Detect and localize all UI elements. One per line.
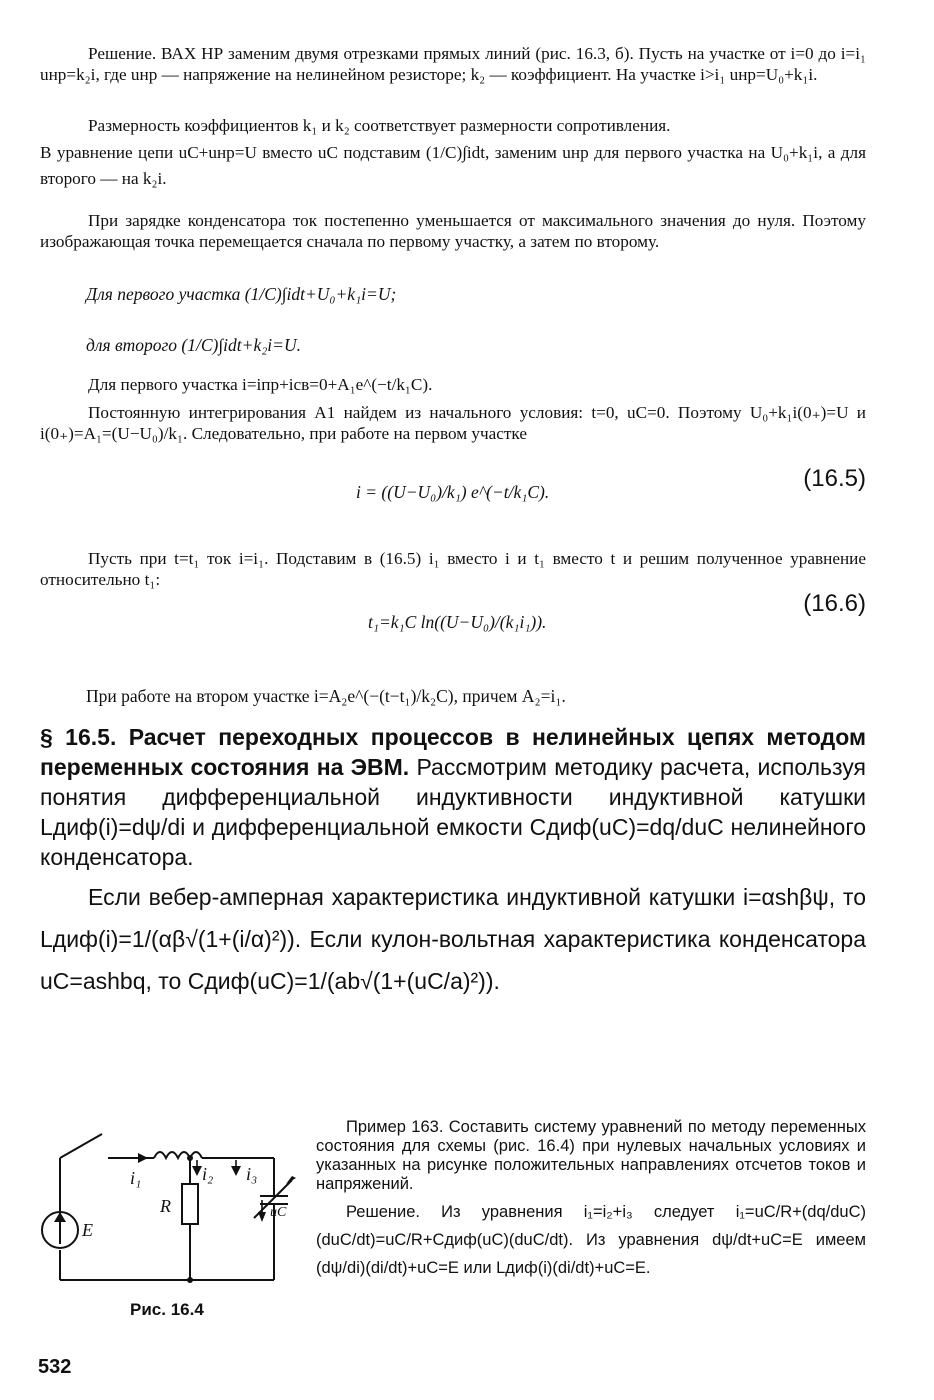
formula-second-segment-current: При работе на втором участке i=A₂e^(−(t−t₁)/k₂C), причем A₂=i₁.	[86, 686, 566, 706]
section-paragraph-characteristics: Если вебер-амперная характеристика индуктивной катушки i=αshβψ, то Lдиф(i)=1/(αβ√(1+(i/α)²)). Если кулон-вольтная характеристика конденсатора uC=ashbq, то Cдиф(uC)=1/(ab√(1+(uC/a)²)).	[40, 884, 866, 994]
equation-number-16-6: (16.6)	[803, 590, 866, 617]
figure-caption: Рис. 16.4	[130, 1300, 204, 1319]
page-number: 532	[38, 1356, 72, 1378]
formula-16-6: t₁=k₁C ln((U−U₀)/(k₁i₁)).	[368, 612, 547, 632]
label-resistor-r: R	[160, 1196, 171, 1216]
equation-number-16-5: (16.5)	[803, 465, 866, 492]
paragraph-first-segment-current: Для первого участка i=iпр+iсв=0+A₁e^(−t/k₁C).	[88, 375, 433, 394]
paragraph-solution: Решение. ВАХ НР заменим двумя отрезками прямых линий (рис. 16.3, б). Пусть на участке от i=0 до i=i₁ uнр=k₂i, где uнр — напряжение на нелинейном резисторе; k₂ — коэффициент. На участке i>i₁ uнр=U₀+k₁i.	[40, 44, 866, 84]
section-intro: Рассмотрим методику расчета, используя понятия дифференциальной индуктивности индуктивной катушки Lдиф(i)=dψ/di и дифференциальной емкости Cдиф(uC)=dq/duC нелинейного конденсатора.	[40, 754, 867, 870]
formula-first-segment: Для первого участка (1/C)∫idt+U₀+k₁i=U;	[86, 284, 397, 304]
label-source-e: E	[82, 1220, 93, 1240]
paragraph-substitute: В уравнение цепи uC+uнр=U вместо uC подставим (1/C)∫idt, заменим uнр для первого участка на U₀+k₁i, а для второго — на k₂i.	[40, 143, 866, 188]
formula-16-5: i = ((U−U₀)/k₁) e^(−t/k₁C).	[356, 482, 550, 502]
label-current-i2: i₂	[202, 1164, 214, 1184]
paragraph-substitute-t1: Пусть при t=t₁ ток i=i₁. Подставим в (16.5) i₁ вместо i и t₁ вместо t и решим полученное уравнение относительно t₁:	[40, 549, 866, 589]
section-title: § 16.5. Расчет переходных процессов в нелинейных цепях методом переменных состояния на ЭВМ.	[40, 724, 866, 780]
section-heading	[40, 722, 866, 872]
label-current-i1: i₁	[130, 1168, 142, 1188]
example-statement: Пример 163. Составить систему уравнений по методу переменных состояния для схемы (рис. 16.4) при нулевых начальных условиях и указанных на рисунке положительных направлениях отсчетов токов и напряжений.	[316, 1118, 866, 1193]
example-solution: Решение. Из уравнения i₁=i₂+i₃ следует i₁=uC/R+(dq/duC)(duC/dt)=uC/R+Cдиф(uC)(duC/dt). Из уравнения dψ/dt+uC=E имеем (dψ/di)(di/dt)+uC=E или Lдиф(i)(di/dt)+uC=E.	[316, 1203, 866, 1277]
paragraph-integration-constant: Постоянную интегрирования A1 найдем из начального условия: t=0, uC=0. Поэтому U₀+k₁i(0₊)=U и i(0₊)=A₁=(U−U₀)/k₁. Следовательно, при работе на первом участке	[40, 403, 866, 443]
formula-second-segment: для второго (1/C)∫idt+k₂i=U.	[86, 335, 301, 355]
paragraph-charging: При зарядке конденсатора ток постепенно уменьшается от максимального значения до нуля. Поэтому изображающая точка перемещается сначала по первому участку, а затем по второму.	[40, 211, 866, 251]
label-current-i3: i₃	[246, 1164, 258, 1184]
paragraph-dimension: Размерность коэффициентов k₁ и k₂ соответствует размерности сопротивления.	[88, 116, 671, 135]
label-voltage-uc: uC	[270, 1205, 287, 1220]
circuit-diagram	[34, 1120, 304, 1310]
